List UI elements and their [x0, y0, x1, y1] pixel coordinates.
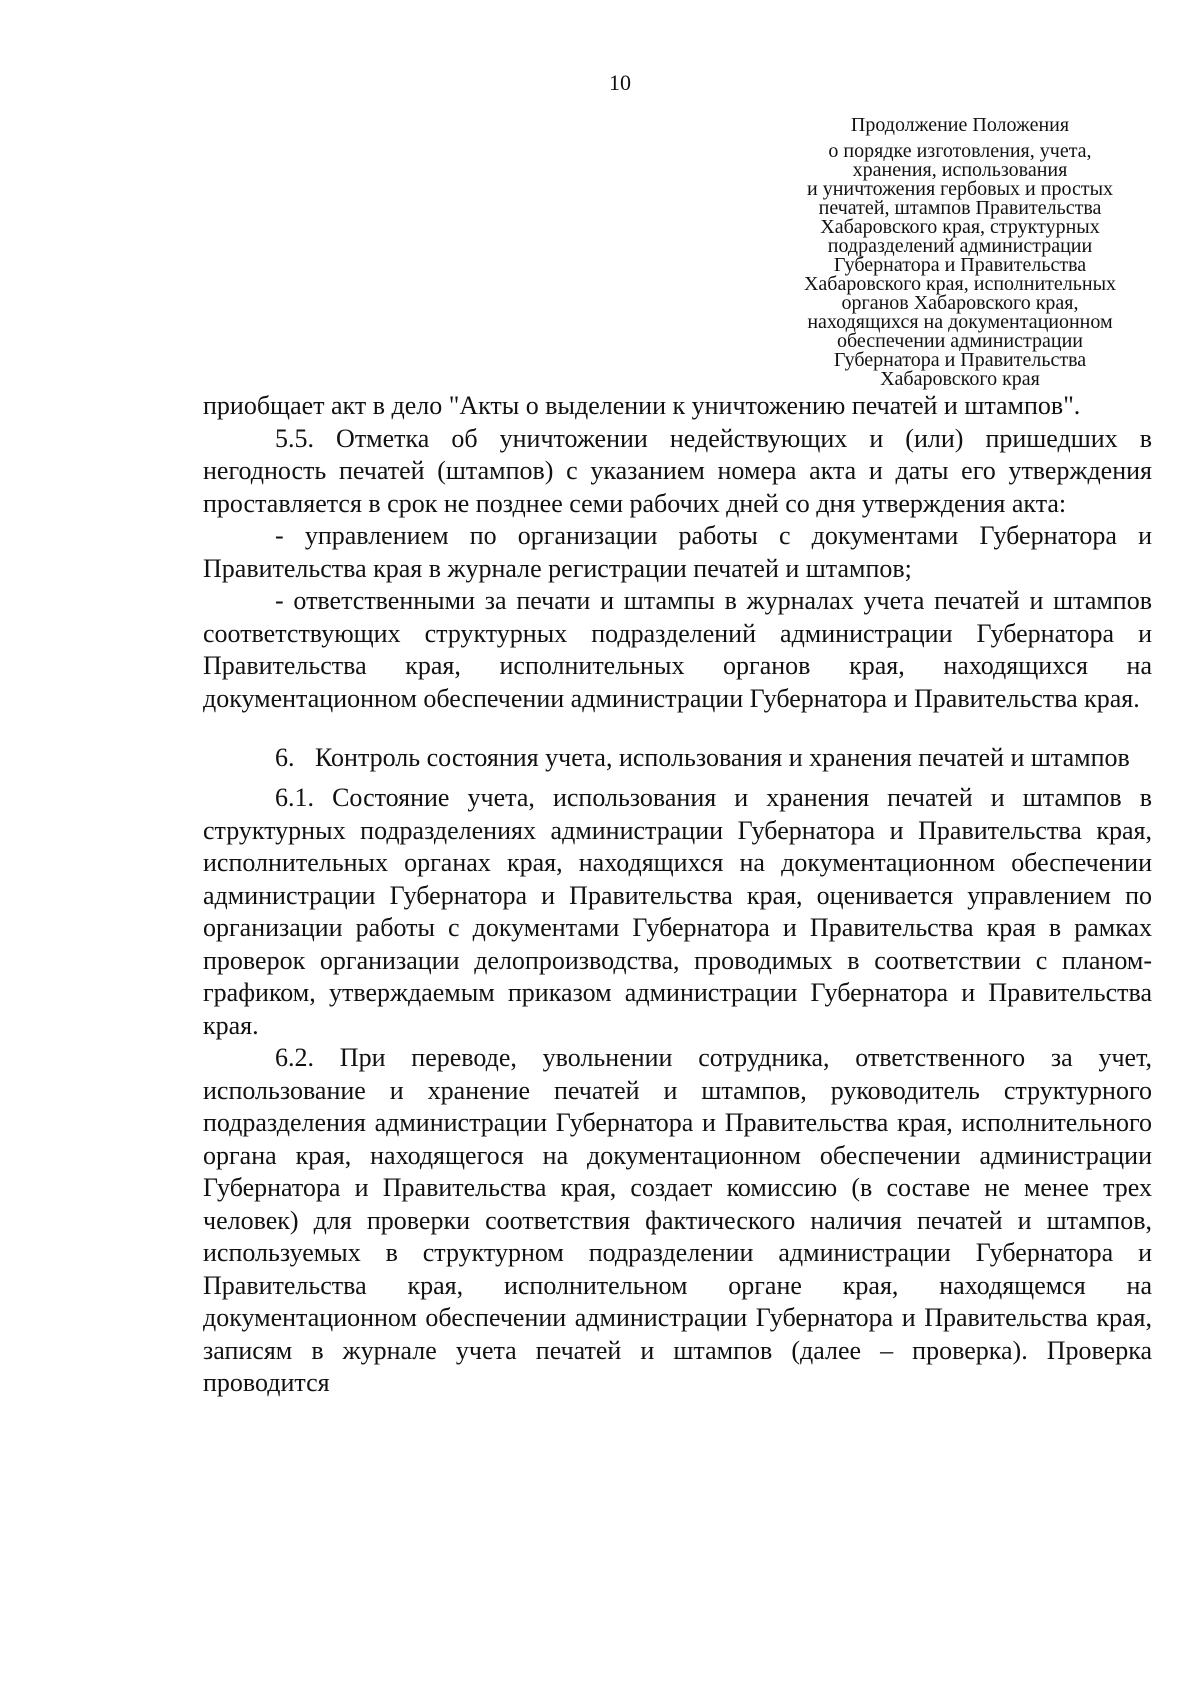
paragraph-bullet-2: - ответственными за печати и штампы в журналах учета печатей и штампов соответствующих структурных подразделений администрации Губернатора и Правительства края, исполнительных органов края, находящихся на документационном обеспечении администрации Губернатора и Правительства края. — [203, 586, 1152, 713]
header-line: печатей, штампов Правительства — [818, 197, 1102, 219]
header-line: и уничтожения гербовых и простых — [806, 178, 1113, 200]
header-line: подразделений администрации — [827, 235, 1093, 257]
header-line: Хабаровского края, исполнительных — [803, 273, 1117, 295]
header-line: Продолжение Положения — [850, 114, 1070, 136]
paragraph-6-2: 6.2. При переводе, увольнении сотрудника, ответственного за учет, использование и хранение печатей и штампов, руководитель структурного подразделения администрации Губернатора и Правительства края, исполнительного органа края, находящегося на документационном обеспечении администрации Губернатора и Правительства края, создает комиссию (в составе не менее трех человек) для проверки соответствия фактического наличия печатей и штампов, используемых в структурном подразделении администрации Губернатора и Правительства края, исполнительном органе края, находящемся на документационном обеспечении администрации Губернатора и Правительства края, записям в журнале учета печатей и штампов (далее – проверка). Проверка проводится — [203, 1043, 1152, 1397]
section-number: 6. — [275, 743, 295, 772]
paragraph-5-5: 5.5. Отметка об уничтожении недействующих и (или) пришедших в негодность печатей (штампов) с указанием номера акта и даты его утверждения проставляется в срок не позднее семи рабочих дней со дня утверждения акта: — [203, 423, 1152, 518]
header-line: обеспечении администрации — [837, 330, 1083, 352]
paragraph-6-1: 6.1. Состояние учета, использования и хранения печатей и штампов в структурных подразделениях администрации Губернатора и Правительства края, исполнительных органах края, находящихся на документационном обеспечении администрации Губернатора и Правительства края, оценивается управлением по организации работы с документами Губернатора и Правительства края в рамках проверок организации делопроизводства, проводимых в соответствии с планом-графиком, утверждаемым приказом администрации Губернатора и Правительства края. — [203, 783, 1152, 1040]
header-line: Губернатора и Правительства — [833, 254, 1087, 276]
header-line: Губернатора и Правительства — [833, 349, 1087, 371]
header-line: Хабаровского края, структурных — [820, 216, 1100, 238]
paragraph-continuation: приобщает акт в дело "Акты о выделении к уничтожению печатей и штампов". — [203, 391, 1081, 420]
header-line: о порядке изготовления, учета, — [828, 140, 1092, 162]
header-line: находящихся на документационном — [807, 311, 1113, 333]
header-line: Хабаровского края — [880, 368, 1040, 390]
paragraph-bullet-1: - управлением по организации работы с документами Губернатора и Правительства края в журнале регистрации печатей и штампов; — [203, 521, 1152, 583]
header-line: хранения, использования — [852, 159, 1068, 181]
page-number: 10 — [609, 70, 631, 95]
document-body — [203, 390, 1152, 1400]
header-line: органов Хабаровского края, — [841, 292, 1079, 314]
section-title: Контроль состояния учета, использования и хранения печатей и штампов — [315, 743, 1130, 772]
section-6-heading — [203, 743, 1152, 772]
document-header — [760, 116, 1160, 389]
